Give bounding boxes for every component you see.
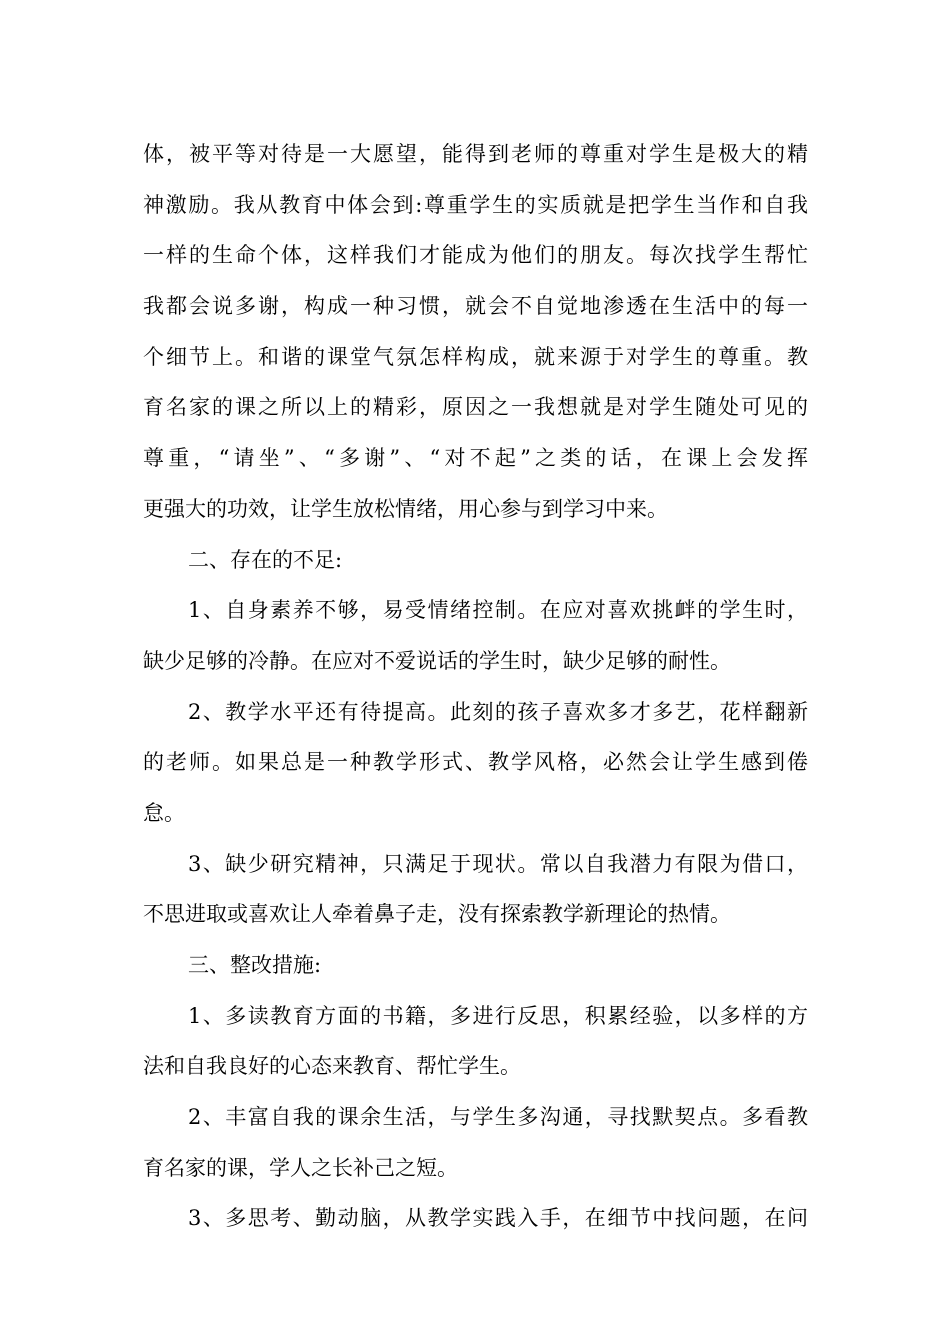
text-line: 法和自我良好的心态来教育、帮忙学生。	[143, 1054, 521, 1079]
text-line: 不思进取或喜欢让人牵着鼻子走，没有探索教学新理论的热情。	[143, 902, 731, 927]
text-line: 1、多读教育方面的书籍，多进行反思，积累经验，以多样的方	[188, 1003, 808, 1028]
text-line: 三、整改措施:	[188, 953, 322, 977]
text-line: 的老师。如果总是一种教学形式、教学风格，必然会让学生感到倦	[143, 750, 808, 775]
text-line: 一样的生命个体，这样我们才能成为他们的朋友。每次找学生帮忙	[143, 243, 808, 268]
document-body	[143, 129, 808, 1244]
text-line: 神激励。我从教育中体会到:尊重学生的实质就是把学生当作和自我	[143, 192, 808, 217]
text-line: 怠。	[143, 800, 185, 825]
text-line: 个细节上。和谐的课堂气氛怎样构成，就来源于对学生的尊重。教	[143, 344, 808, 369]
text-line: 二、存在的不足:	[188, 547, 343, 572]
text-line: 我都会说多谢，构成一种习惯，就会不自觉地渗透在生活中的每一	[143, 294, 808, 319]
text-line: 育名家的课之所以上的精彩，原因之一我想就是对学生随处可见的	[143, 395, 808, 420]
text-line: 2、丰富自我的课余生活，与学生多沟通，寻找默契点。多看教	[188, 1105, 808, 1130]
text-line: 更强大的功效，让学生放松情绪，用心参与到学习中来。	[143, 496, 668, 521]
text-line: 1、自身素养不够，易受情绪控制。在应对喜欢挑衅的学生时，	[188, 598, 808, 623]
text-line: 体，被平等对待是一大愿望，能得到老师的尊重对学生是极大的精	[143, 142, 808, 166]
text-line: 3、多思考、勤动脑，从教学实践入手，在细节中找问题，在问	[188, 1206, 808, 1231]
text-line: 2、教学水平还有待提高。此刻的孩子喜欢多才多艺，花样翻新	[188, 699, 808, 724]
text-line: 3、缺少研究精神，只满足于现状。常以自我潜力有限为借口，	[188, 851, 808, 876]
text-line: 缺少足够的冷静。在应对不爱说话的学生时，缺少足够的耐性。	[143, 648, 731, 673]
text-line: 尊重，“请坐”、“多谢”、“对不起”之类的话，在课上会发挥	[143, 446, 808, 471]
text-line: 育名家的课，学人之长补己之短。	[143, 1155, 458, 1180]
